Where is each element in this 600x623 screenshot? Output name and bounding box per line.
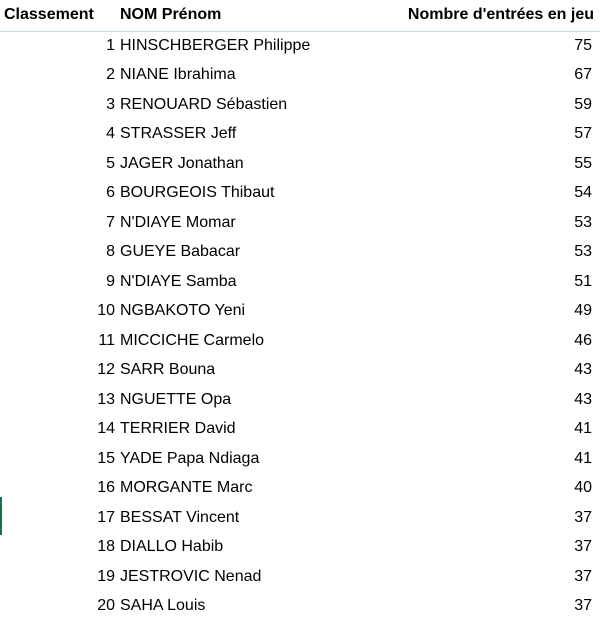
cell-selection-edge [0, 497, 2, 535]
row-name: NGBAKOTO Yeni [120, 302, 246, 320]
row-name: NIANE Ibrahima [120, 66, 236, 84]
row-rank: 18 [97, 538, 115, 556]
row-count: 37 [574, 567, 592, 585]
row-name: JESTROVIC Nenad [120, 567, 262, 585]
row-count: 59 [574, 95, 592, 113]
table-row [0, 90, 600, 120]
table-row [0, 149, 600, 179]
row-rank: 7 [106, 213, 115, 231]
row-count: 37 [574, 538, 592, 556]
row-name: BESSAT Vincent [120, 508, 240, 526]
table-row [0, 31, 600, 61]
row-count: 43 [574, 361, 592, 379]
row-rank: 15 [97, 449, 115, 467]
row-count: 41 [574, 420, 592, 438]
table-body [0, 31, 600, 621]
row-rank: 8 [106, 243, 115, 261]
row-rank: 20 [97, 597, 115, 615]
row-name: MICCICHE Carmelo [120, 331, 265, 349]
table-row [0, 356, 600, 386]
header-count: Nombre d'entrées en jeu [368, 0, 600, 31]
table-row [0, 592, 600, 622]
row-name: JAGER Jonathan [120, 154, 244, 172]
table-row [0, 61, 600, 91]
row-name: SARR Bouna [120, 361, 216, 379]
table-row [0, 385, 600, 415]
table-row [0, 562, 600, 592]
row-rank: 2 [106, 66, 115, 84]
row-count: 43 [574, 390, 592, 408]
table-row [0, 238, 600, 268]
row-rank: 13 [97, 390, 115, 408]
row-rank: 19 [97, 567, 115, 585]
table-row [0, 533, 600, 563]
row-count: 41 [574, 449, 592, 467]
table-row [0, 503, 600, 533]
row-rank: 17 [97, 508, 115, 526]
row-rank: 9 [106, 272, 115, 290]
row-rank: 14 [97, 420, 115, 438]
row-rank: 3 [106, 95, 115, 113]
row-rank: 5 [106, 154, 115, 172]
row-count: 37 [574, 597, 592, 615]
table-row [0, 120, 600, 150]
row-name: RENOUARD Sébastien [120, 95, 288, 113]
row-rank: 11 [98, 331, 115, 349]
row-rank: 12 [97, 361, 115, 379]
table-row [0, 326, 600, 356]
row-name: TERRIER David [120, 420, 236, 438]
row-count: 53 [574, 243, 592, 261]
header-row [0, 0, 600, 31]
row-name: SAHA Louis [120, 597, 206, 615]
row-name: HINSCHBERGER Philippe [120, 37, 311, 54]
header-rank: Classement [0, 0, 118, 31]
row-name: STRASSER Jeff [120, 125, 237, 143]
row-rank: 1 [106, 37, 115, 54]
row-count: 57 [574, 125, 592, 143]
row-name: MORGANTE Marc [120, 479, 253, 497]
table-row [0, 179, 600, 209]
row-count: 40 [574, 479, 592, 497]
row-count: 49 [574, 302, 592, 320]
row-count: 46 [574, 331, 592, 349]
table-row [0, 267, 600, 297]
row-name: N'DIAYE Samba [120, 272, 237, 290]
row-name: YADE Papa Ndiaga [120, 449, 260, 467]
row-count: 67 [574, 66, 592, 84]
header-name: NOM Prénom [118, 0, 368, 31]
row-rank: 10 [97, 302, 115, 320]
table-row [0, 208, 600, 238]
row-rank: 4 [106, 125, 115, 143]
table-row [0, 474, 600, 504]
row-name: BOURGEOIS Thibaut [120, 184, 275, 202]
table-row [0, 415, 600, 445]
table-row [0, 297, 600, 327]
row-name: NGUETTE Opa [120, 390, 232, 408]
row-name: N'DIAYE Momar [120, 213, 236, 231]
row-count: 53 [574, 213, 592, 231]
table-row [0, 444, 600, 474]
row-count: 55 [574, 154, 592, 172]
row-name: GUEYE Babacar [120, 243, 241, 261]
row-rank: 6 [106, 184, 115, 202]
row-count: 54 [574, 184, 592, 202]
row-count: 51 [574, 272, 592, 290]
row-rank: 16 [97, 479, 115, 497]
row-name: DIALLO Habib [120, 538, 224, 556]
row-count: 37 [574, 508, 592, 526]
row-count: 75 [574, 37, 592, 54]
